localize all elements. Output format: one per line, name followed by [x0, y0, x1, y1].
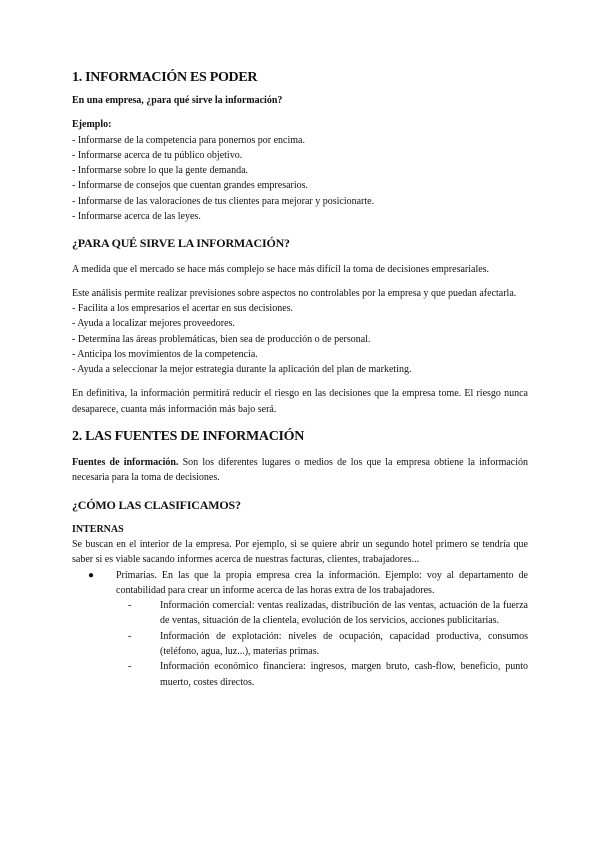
list-item	[116, 598, 528, 629]
purpose-points-list	[72, 301, 528, 377]
list-item	[116, 629, 528, 660]
list-item: - Informarse de las valoraciones de tus clientes para mejorar y posicionarte.	[72, 195, 375, 207]
sub-items-list	[116, 598, 528, 690]
definition-term: Fuentes de información.	[72, 457, 179, 469]
internas-text: Se buscan en el interior de la empresa. Por ejemplo, si se quiere abrir un segundo hotel primero se tendría que saber si es viable sacando informes acerca de nuestras facturas, clientes, trabajadores...	[72, 538, 528, 566]
dash-marker: -	[128, 661, 132, 673]
classify-heading: ¿CÓMO LAS CLASIFICAMOS?	[72, 497, 241, 512]
dash-marker: -	[128, 630, 132, 642]
list-item: - Facilita a los empresarios el acertar en sus decisiones.	[72, 302, 294, 314]
internas-label: INTERNAS	[72, 523, 124, 535]
section-1-question: En una empresa, ¿para qué sirve la información?	[72, 95, 283, 106]
example-label: Ejemplo:	[72, 119, 112, 131]
purpose-conclusion: En definitiva, la información permitirá reducir el riesgo en las decisiones que la empresa tome. El riesgo nunca desaparece, cuanta más información más bajo será.	[72, 388, 528, 415]
list-item	[116, 659, 528, 690]
purpose-paragraph-2: Este análisis permite realizar previsiones sobre aspectos no controlables por la empresa y que puedan afectarla.	[72, 287, 517, 299]
list-item: - Informarse de la competencia para ponernos por encima.	[72, 134, 305, 146]
primarias-list	[72, 568, 528, 690]
bullet-marker: ●	[88, 569, 95, 581]
list-item	[72, 568, 528, 690]
section-2-heading: 2. LAS FUENTES DE INFORMACIÓN	[72, 429, 305, 445]
dash-marker: -	[128, 600, 132, 612]
examples-list	[72, 133, 528, 225]
sub-item-text: Información comercial: ventas realizadas, distribución de las ventas, actuación de la fuerza de ventas, situación de la clientela, evolución de los servicios, acciones publicitarias.	[160, 600, 528, 627]
list-item: - Informarse sobre lo que la gente demanda.	[72, 165, 249, 177]
sub-item-text: Información económico financiera: ingresos, margen bruto, cash-flow, beneficio, punto muerto, costes directos.	[160, 661, 528, 688]
document-page	[72, 68, 528, 690]
purpose-paragraph-1: A medida que el mercado se hace más complejo se hace más difícil la toma de decisiones empresariales.	[72, 264, 490, 276]
sub-item-text: Información de explotación: niveles de ocupación, capacidad productiva, consumos (teléfono, agua, luz...), materias primas.	[160, 630, 528, 658]
list-item: - Determina las áreas problemáticas, bien sea de producción o de personal.	[72, 333, 371, 345]
sources-definition	[72, 455, 528, 486]
list-item: - Ayuda a localizar mejores proveedores.	[72, 318, 235, 330]
purpose-heading: ¿PARA QUÉ SIRVE LA INFORMACIÓN?	[72, 236, 290, 251]
list-item: - Anticipa los movimientos de la competencia.	[72, 348, 258, 360]
list-item: - Informarse acerca de tu público objetivo.	[72, 149, 243, 161]
list-item: - Ayuda a seleccionar la mejor estrategia durante la aplicación del plan de marketing.	[72, 364, 412, 376]
primarias-text: Primarias. En las que la propia empresa crea la información. Ejemplo: voy al departamento de contabilidad para crear un informe acerca de las horas extra de los trabajadores.	[116, 569, 528, 596]
list-item: - Informarse de consejos que cuentan grandes empresarios.	[72, 180, 309, 192]
section-1-heading: 1. INFORMACIÓN ES PODER	[72, 70, 258, 85]
definition-text: Son los diferentes lugares o medios de los que la empresa obtiene la información necesaria para la toma de decisiones.	[72, 457, 528, 484]
list-item: - Informarse acerca de las leyes.	[72, 211, 201, 223]
